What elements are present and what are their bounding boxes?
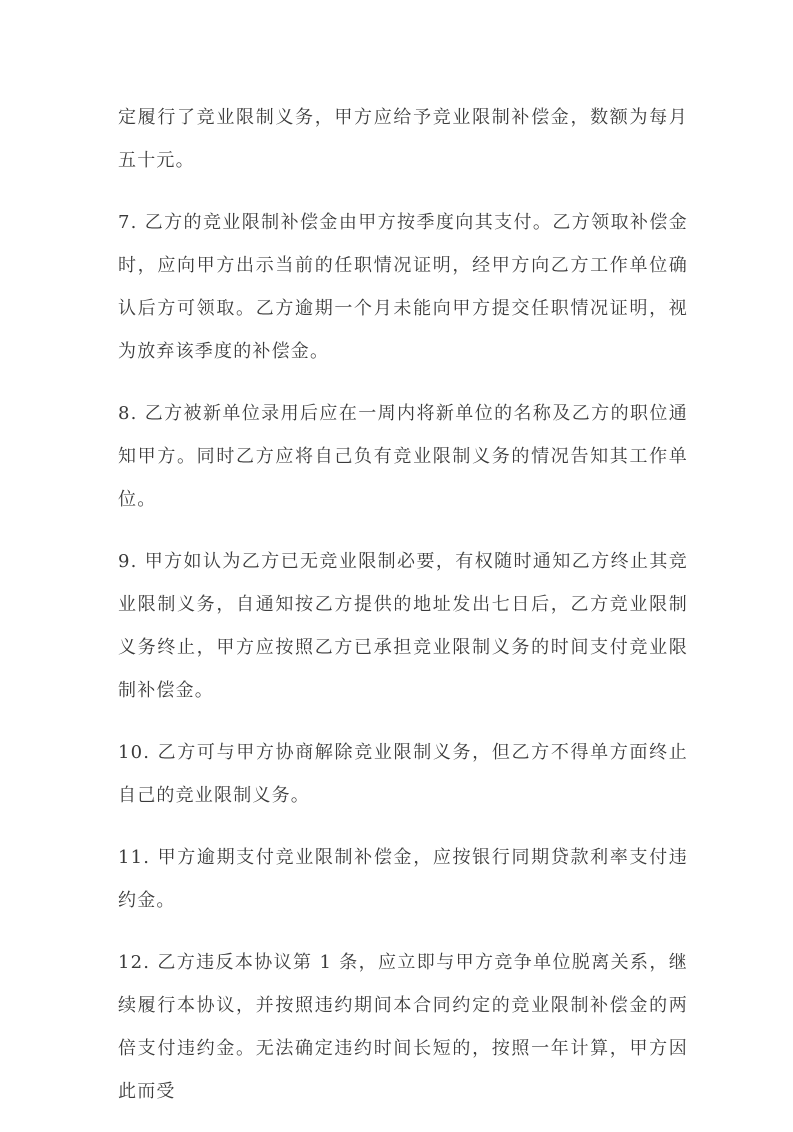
paragraph-clause-9: 9. 甲方如认为乙方已无竞业限制必要，有权随时通知乙方终止其竞业限制义务，自通知按乙方提供的地址发出七日后，乙方竞业限制义务终止，甲方应按照乙方已承担竞业限制义务的时间支付竞业限制补偿金。: [118, 551, 688, 701]
paragraph-clause-7: 7. 乙方的竞业限制补偿金由甲方按季度向其支付。乙方领取补偿金时，应向甲方出示当前的任职情况证明，经甲方向乙方工作单位确认后方可领取。乙方逾期一个月未能向甲方提交任职情况证明，视为放弃该季度的补偿金。: [118, 212, 688, 362]
paragraph-clause-10: 10. 乙方可与甲方协商解除竞业限制义务，但乙方不得单方面终止自己的竞业限制义务。: [118, 742, 688, 806]
document-body: [118, 96, 688, 1132]
paragraph-clause-12: 12. 乙方违反本协议第 1 条，应立即与甲方竞争单位脱离关系，继续履行本协议，并按照违约期间本合同约定的竞业限制补偿金的两倍支付违约金。无法确定违约时间长短的，按照一年计算，甲方因此而受: [118, 952, 688, 1102]
paragraph-clause-8: 8. 乙方被新单位录用后应在一周内将新单位的名称及乙方的职位通知甲方。同时乙方应将自己负有竞业限制义务的情况告知其工作单位。: [118, 403, 688, 510]
paragraph-clause-11: 11. 甲方逾期支付竞业限制补偿金，应按银行同期贷款利率支付违约金。: [118, 847, 688, 911]
paragraph-continuation: 定履行了竞业限制义务，甲方应给予竞业限制补偿金，数额为每月五十元。: [118, 107, 688, 171]
